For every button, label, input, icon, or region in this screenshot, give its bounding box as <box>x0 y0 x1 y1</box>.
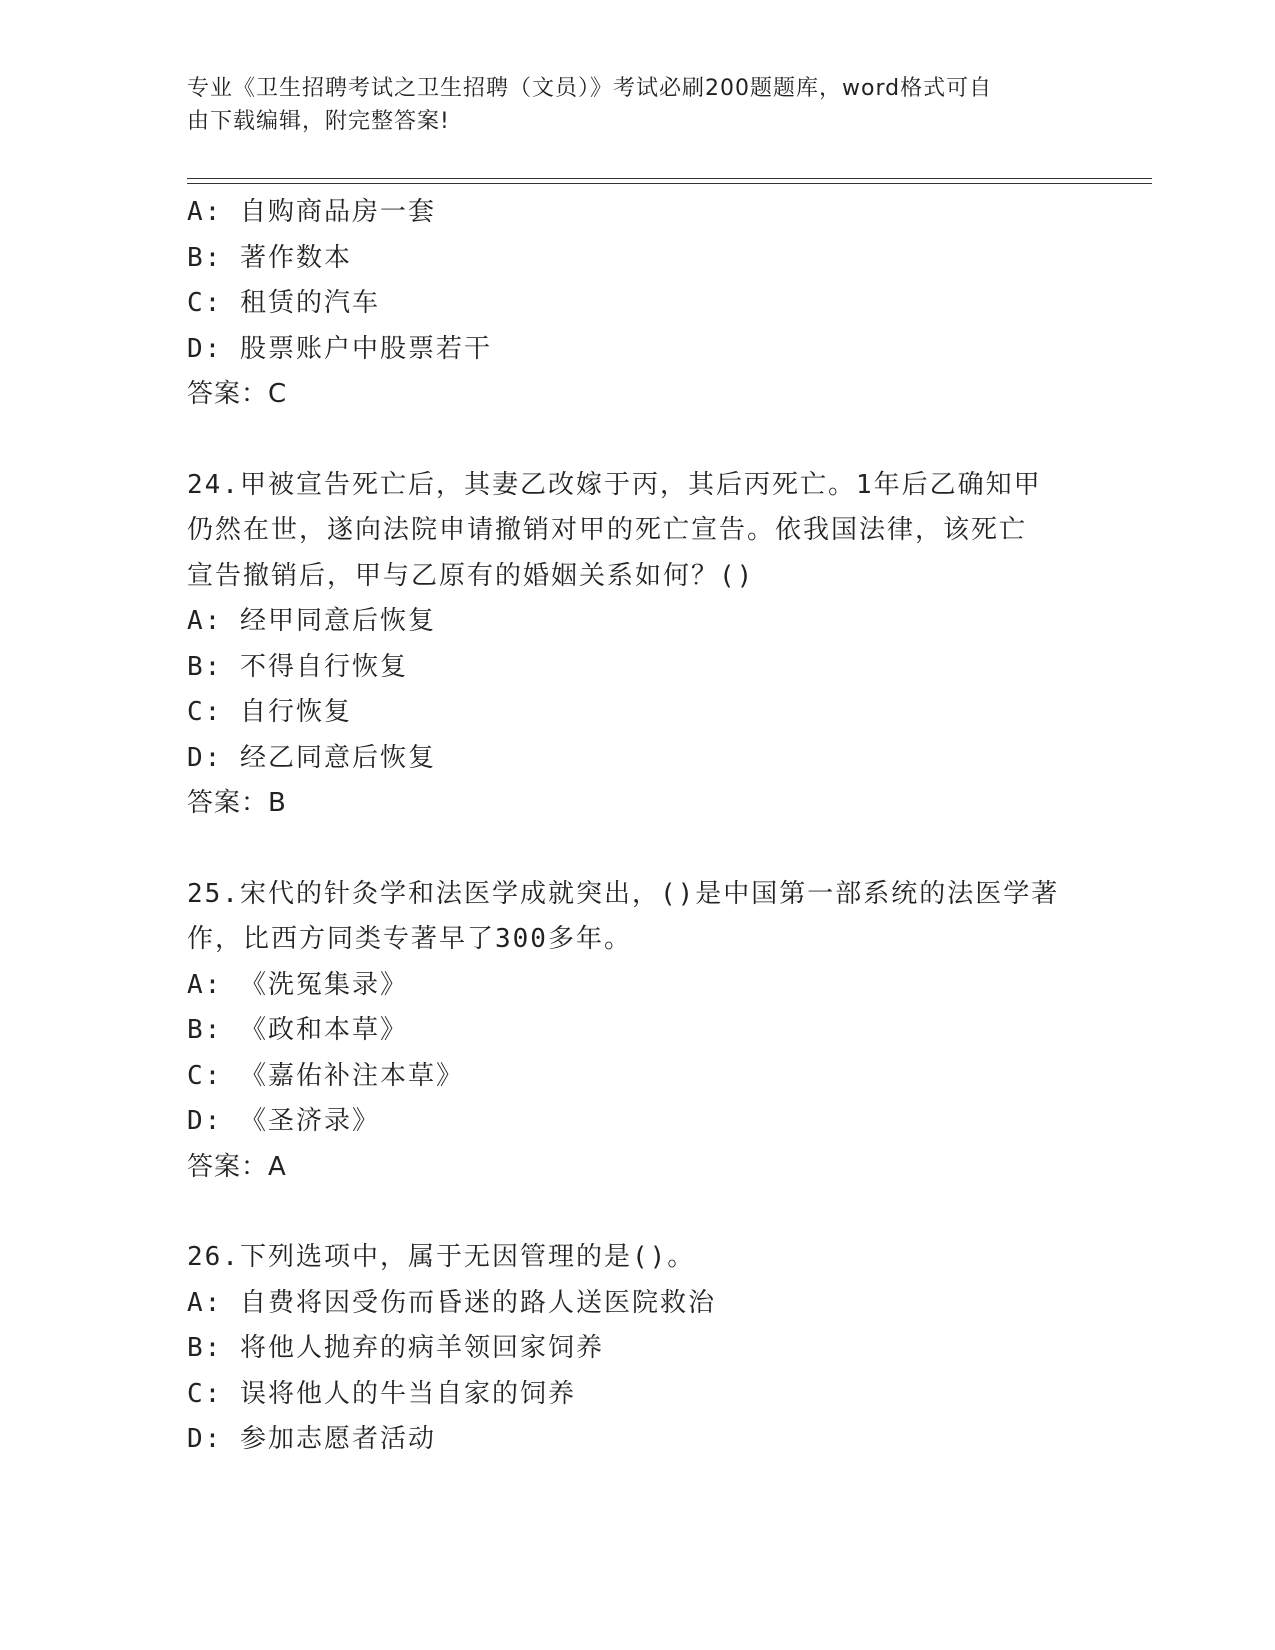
header-line-1: 专业《卫生招聘考试之卫生招聘（文员）》考试必刷200题题库，word格式可自 <box>187 76 993 101</box>
option-a: A: 经甲同意后恢复 <box>187 606 436 636</box>
spacer <box>187 827 1087 872</box>
document-header <box>187 72 1067 138</box>
header-divider-top <box>187 178 1152 179</box>
header-line-2: 由下载编辑，附完整答案! <box>187 109 450 134</box>
option-c: C: 自行恢复 <box>187 697 352 727</box>
option-b: B: 不得自行恢复 <box>187 651 408 682</box>
answer-line: 答案：B <box>187 788 287 818</box>
question-24-block <box>187 463 1087 827</box>
answer-line: 答案：C <box>187 379 288 409</box>
option-a: A: 自费将因受伤而昏迷的路人送医院救治 <box>187 1287 716 1318</box>
option-d: D: 《圣济录》 <box>187 1106 380 1136</box>
question-25-block <box>187 872 1087 1191</box>
option-b: B: 著作数本 <box>187 242 352 273</box>
option-b: B: 将他人抛弃的病羊领回家饲养 <box>187 1333 604 1363</box>
option-b: B: 《政和本草》 <box>187 1015 408 1045</box>
question-stem-line: 26.下列选项中，属于无因管理的是()。 <box>187 1242 696 1272</box>
spacer <box>187 1190 1087 1235</box>
question-list <box>187 190 1087 1463</box>
option-d: D: 股票账户中股票若干 <box>187 333 492 364</box>
question-stem-line: 作，比西方同类专著早了300多年。 <box>187 924 632 954</box>
option-c: C: 租赁的汽车 <box>187 288 380 318</box>
question-stem-line: 仍然在世，遂向法院申请撤销对甲的死亡宣告。依我国法律，该死亡 <box>187 515 1028 545</box>
spacer <box>187 418 1087 463</box>
option-a: A: 《洗冤集录》 <box>187 969 408 1000</box>
option-c: C: 误将他人的牛当自家的饲养 <box>187 1378 576 1409</box>
option-a: A: 自购商品房一套 <box>187 197 436 227</box>
question-stem-line: 24.甲被宣告死亡后，其妻乙改嫁于丙，其后丙死亡。1年后乙确知甲 <box>187 469 1042 500</box>
option-d: D: 经乙同意后恢复 <box>187 742 436 773</box>
answer-line: 答案：A <box>187 1151 287 1182</box>
header-divider-bottom <box>187 183 1152 184</box>
option-d: D: 参加志愿者活动 <box>187 1424 436 1454</box>
question-23-block <box>187 190 1087 418</box>
question-26-block <box>187 1235 1087 1463</box>
question-stem-line: 25.宋代的针灸学和法医学成就突出，()是中国第一部系统的法医学著 <box>187 878 1060 909</box>
question-stem-line: 宣告撤销后，甲与乙原有的婚姻关系如何？() <box>187 560 755 591</box>
option-c: C: 《嘉佑补注本草》 <box>187 1060 464 1091</box>
